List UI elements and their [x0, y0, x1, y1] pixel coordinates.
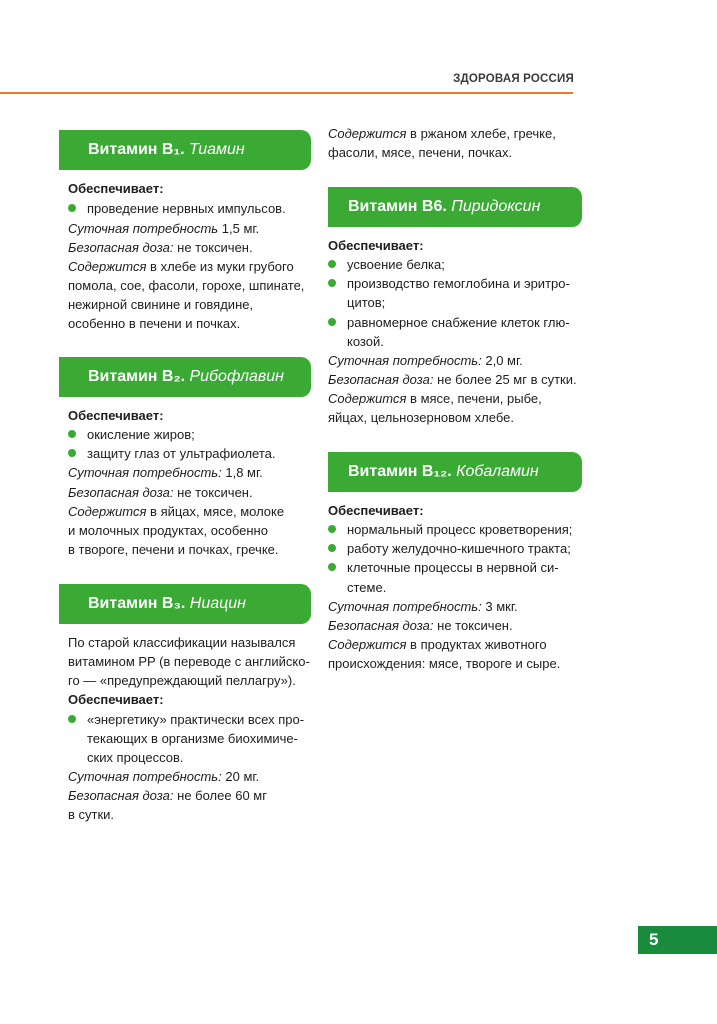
b12-bullet-line: стеме.: [347, 580, 387, 595]
b12-provides-heading: Обеспечивает:: [328, 503, 424, 518]
b3-intro-line: По старой классификации назывался: [68, 635, 296, 650]
bullet-dot-icon: [328, 279, 336, 287]
b6-bullet-line: производство гемоглобина и эритро-: [328, 274, 570, 293]
page-number: 5: [638, 926, 717, 954]
vitamin-b6-name: Пиридоксин: [451, 198, 541, 215]
b3-contains-line: Содержится в ржаном хлебе, гречке,: [328, 126, 556, 141]
b1-dose: Безопасная доза: не токсичен.: [68, 240, 253, 255]
b3-bullet-line: ских процессов.: [87, 750, 184, 765]
b2-bullet: окисление жиров;: [68, 425, 195, 444]
b6-provides-heading: Обеспечивает:: [328, 238, 424, 253]
b12-bullet-line: клеточные процессы в нервной си-: [328, 558, 559, 577]
bullet-dot-icon: [328, 563, 336, 571]
b6-contains-line: Содержится в мясе, печени, рыбе,: [328, 391, 542, 406]
b1-daily: Суточная потребность 1,5 мг.: [68, 221, 260, 236]
bullet-dot-icon: [68, 204, 76, 212]
b2-provides-heading: Обеспечивает:: [68, 408, 164, 423]
b12-bullet: работу желудочно-кишечного тракта;: [328, 539, 571, 558]
b6-bullet: усвоение белка;: [328, 255, 445, 274]
b1-provides-heading: Обеспечивает:: [68, 181, 164, 196]
b6-dose: Безопасная доза: не более 25 мг в сутки.: [328, 372, 577, 387]
b3-bullet-line: текающих в организме биохимиче-: [87, 731, 298, 746]
vitamin-b3-banner: [59, 584, 311, 624]
b12-contains-line: Содержится в продуктах животного: [328, 637, 547, 652]
header-divider: [0, 92, 573, 94]
b2-daily: Суточная потребность: 1,8 мг.: [68, 465, 263, 480]
b3-daily: Суточная потребность: 20 мг.: [68, 769, 260, 784]
b6-bullet-line: цитов;: [347, 295, 386, 310]
bullet-dot-icon: [68, 715, 76, 723]
b1-contains-line: нежирной свинине и говядине,: [68, 297, 254, 312]
vitamin-b1-name: Тиамин: [188, 141, 245, 158]
b12-dose: Безопасная доза: не токсичен.: [328, 618, 513, 633]
b1-contains-line: Содержится в хлебе из муки грубого: [68, 259, 294, 274]
vitamin-b2-banner: [59, 357, 311, 397]
b3-provides-heading: Обеспечивает:: [68, 692, 164, 707]
b6-contains-line: яйцах, цельнозерновом хлебе.: [328, 410, 514, 425]
vitamin-b12-title: Витамин B₁₂.: [348, 463, 452, 480]
bullet-dot-icon: [68, 449, 76, 457]
b3-intro-line: го — «предупреждающий пеллагру»).: [68, 673, 296, 688]
vitamin-b2-title: Витамин B₂.: [88, 368, 186, 385]
b6-bullet-line: равномерное снабжение клеток глю-: [328, 313, 570, 332]
bullet-dot-icon: [68, 430, 76, 438]
b12-contains-line: происхождения: мясе, твороге и сыре.: [328, 656, 561, 671]
b3-bullet-line: «энергетику» практически всех про-: [68, 710, 304, 729]
vitamin-b12-banner: [328, 452, 582, 492]
vitamin-b3-name: Ниацин: [189, 595, 246, 612]
b2-bullet: защиту глаз от ультрафиолета.: [68, 444, 275, 463]
vitamin-b3-title: Витамин B₃.: [88, 595, 186, 612]
vitamin-b2-name: Рибофлавин: [189, 368, 284, 385]
vitamin-b1-title: Витамин B₁.: [88, 141, 185, 158]
b2-dose: Безопасная доза: не токсичен.: [68, 485, 253, 500]
vitamin-b6-title: Витамин B6.: [348, 198, 447, 215]
vitamin-b6-banner: [328, 187, 582, 227]
b12-daily: Суточная потребность: 3 мкг.: [328, 599, 518, 614]
b3-dose: Безопасная доза: не более 60 мг: [68, 788, 267, 803]
b1-contains-line: помола, сое, фасоли, горохе, шпинате,: [68, 278, 305, 293]
bullet-dot-icon: [328, 260, 336, 268]
b6-daily: Суточная потребность: 2,0 мг.: [328, 353, 523, 368]
b1-contains-line: особенно в печени и почках.: [68, 316, 241, 331]
b1-bullet: проведение нервных импульсов.: [68, 199, 286, 218]
bullet-dot-icon: [328, 318, 336, 326]
bullet-dot-icon: [328, 525, 336, 533]
b2-contains-line: в твороге, печени и почках, гречке.: [68, 542, 279, 557]
b6-bullet-line: козой.: [347, 334, 384, 349]
bullet-dot-icon: [328, 544, 336, 552]
b2-contains-line: и молочных продуктах, особенно: [68, 523, 268, 538]
b3-contains-line: фасоли, мясе, печени, почках.: [328, 145, 513, 160]
b2-contains-line: Содержится в яйцах, мясе, молоке: [68, 504, 285, 519]
b12-bullet: нормальный процесс кроветворения;: [328, 520, 572, 539]
b3-intro-line: витамином PP (в переводе с английско-: [68, 654, 310, 669]
vitamin-b1-banner: [59, 130, 311, 170]
running-title: ЗДОРОВАЯ РОССИЯ: [453, 73, 574, 85]
b3-dose-cont: в сутки.: [68, 807, 115, 822]
vitamin-b12-name: Кобаламин: [456, 463, 539, 480]
